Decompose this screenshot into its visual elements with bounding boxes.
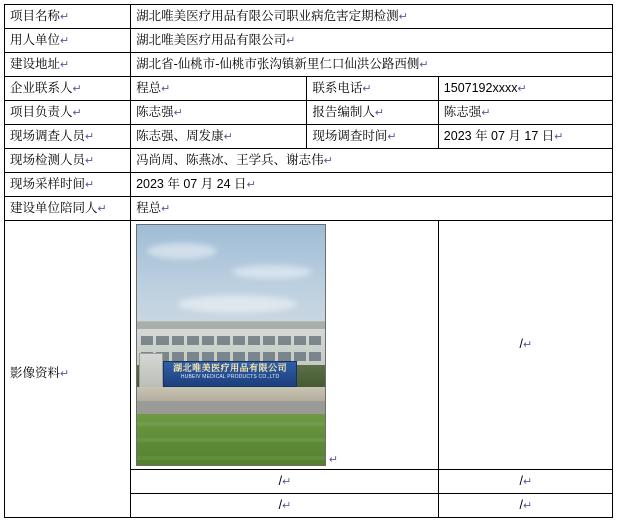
pilcrow-mark: ↵ <box>419 58 429 71</box>
inspection-info-table <box>4 4 613 518</box>
media-placeholder-cell: /↵ <box>131 470 439 494</box>
building-window-row <box>141 352 321 361</box>
pilcrow-mark: ↵ <box>323 154 333 167</box>
cloud-shape <box>147 243 217 259</box>
lawn-stripe <box>137 438 325 442</box>
row-label-address: 建设地址↵ <box>5 53 131 77</box>
row-value-address: 湖北省-仙桃市-仙桃市张沟镇新里仁口仙洪公路西侧↵ <box>131 53 613 77</box>
row-label-contact-phone: 联系电话↵ <box>307 77 438 101</box>
cloud-shape <box>177 295 297 313</box>
pilcrow-mark: ↵ <box>523 475 533 488</box>
media-placeholder-cell: /↵ <box>438 494 612 518</box>
row-label-media: 影像资料↵ <box>5 221 131 518</box>
table-row <box>5 173 613 197</box>
table-row <box>5 29 613 53</box>
table-row <box>5 197 613 221</box>
table-row <box>5 5 613 29</box>
pilcrow-mark: ↵ <box>517 82 527 95</box>
pilcrow-mark: ↵ <box>481 106 491 119</box>
pilcrow-mark: ↵ <box>97 202 107 215</box>
row-label-survey-time: 现场调查时间↵ <box>307 125 438 149</box>
row-label-report-writer: 报告编制人↵ <box>307 101 438 125</box>
lawn-stripe <box>137 422 325 426</box>
row-value-project-leader: 陈志强↵ <box>131 101 307 125</box>
row-value-survey-time: 2023 年 07 月 17 日↵ <box>438 125 612 149</box>
pilcrow-mark: ↵ <box>286 34 296 47</box>
photo-wrap <box>136 224 339 467</box>
pilcrow-mark: ↵ <box>223 130 233 143</box>
pilcrow-mark: ↵ <box>60 368 70 381</box>
pilcrow-mark: ↵ <box>398 10 408 23</box>
row-label-project-name: 项目名称↵ <box>5 5 131 29</box>
pilcrow-mark: ↵ <box>72 82 82 95</box>
pilcrow-mark: ↵ <box>282 475 292 488</box>
media-photo-cell <box>131 221 439 470</box>
row-label-contact-person: 企业联系人↵ <box>5 77 131 101</box>
factory-gate <box>139 353 163 391</box>
row-label-project-leader: 项目负责人↵ <box>5 101 131 125</box>
row-label-accompany-person: 建设单位陪同人↵ <box>5 197 131 221</box>
pilcrow-mark: ↵ <box>60 34 70 47</box>
pilcrow-mark: ↵ <box>554 130 564 143</box>
pilcrow-mark: ↵ <box>60 58 70 71</box>
row-label-survey-staff: 现场调查人员↵ <box>5 125 131 149</box>
pilcrow-mark: ↵ <box>282 499 292 512</box>
media-placeholder-cell: /↵ <box>438 470 612 494</box>
lawn-stripe <box>137 456 325 460</box>
table-row <box>5 77 613 101</box>
table-row <box>5 149 613 173</box>
row-value-sampling-time: 2023 年 07 月 24 日↵ <box>131 173 613 197</box>
pilcrow-mark: ↵ <box>85 154 95 167</box>
pilcrow-mark: ↵ <box>328 454 339 467</box>
media-placeholder-cell: /↵ <box>131 494 439 518</box>
pilcrow-mark: ↵ <box>60 10 70 23</box>
row-label-sampling-time: 现场采样时间↵ <box>5 173 131 197</box>
road <box>137 401 325 414</box>
cloud-shape <box>232 265 312 279</box>
building-roof <box>137 322 325 329</box>
pilcrow-mark: ↵ <box>374 106 385 119</box>
building-window-row <box>141 336 321 345</box>
pilcrow-mark: ↵ <box>523 499 533 512</box>
row-value-project-name: 湖北唯美医疗用品有限公司职业病危害定期检测↵ <box>131 5 613 29</box>
pilcrow-mark: ↵ <box>72 106 82 119</box>
table-row <box>5 53 613 77</box>
media-placeholder-cell: /↵ <box>438 221 612 470</box>
site-photo <box>136 224 326 466</box>
perimeter-wall <box>137 387 325 401</box>
row-value-survey-staff: 陈志强、周发康↵ <box>131 125 307 149</box>
pilcrow-mark: ↵ <box>523 339 533 352</box>
pilcrow-mark: ↵ <box>246 178 256 191</box>
row-value-accompany-person: 程总↵ <box>131 197 613 221</box>
row-value-employer: 湖北唯美医疗用品有限公司↵ <box>131 29 613 53</box>
company-signboard <box>163 361 297 387</box>
media-row <box>5 221 613 470</box>
pilcrow-mark: ↵ <box>161 82 171 95</box>
pilcrow-mark: ↵ <box>362 82 372 95</box>
pilcrow-mark: ↵ <box>387 130 397 143</box>
signboard-text-cn: 湖北唯美医疗用品有限公司 <box>173 363 288 373</box>
table-row <box>5 101 613 125</box>
row-value-report-writer: 陈志强↵ <box>438 101 612 125</box>
table-row <box>5 125 613 149</box>
pilcrow-mark: ↵ <box>85 130 95 143</box>
row-value-contact-phone: 1507192xxxx↵ <box>438 77 612 101</box>
lawn <box>137 414 325 465</box>
signboard-text-en: HUBEIV MEDICAL PRODUCTS CO.,LTD <box>180 374 280 380</box>
pilcrow-mark: ↵ <box>85 178 95 191</box>
row-label-test-staff: 现场检测人员↵ <box>5 149 131 173</box>
row-value-contact-person: 程总↵ <box>131 77 307 101</box>
row-label-employer: 用人单位↵ <box>5 29 131 53</box>
pilcrow-mark: ↵ <box>161 202 171 215</box>
pilcrow-mark: ↵ <box>173 106 183 119</box>
row-value-test-staff: 冯尚周、陈燕冰、王学兵、谢志伟↵ <box>131 149 613 173</box>
